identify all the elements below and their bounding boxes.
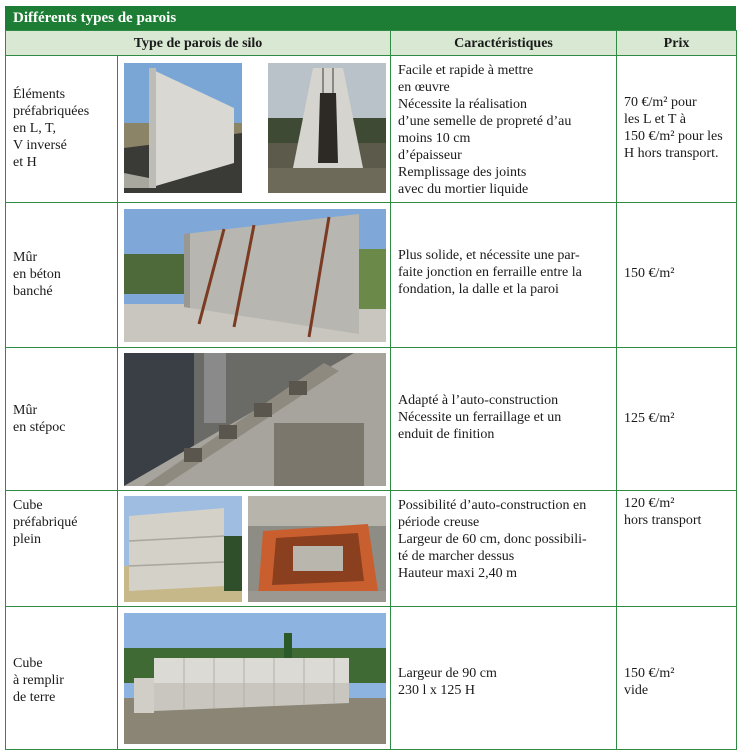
row-label: Éléments préfabriquées en L, T, V inversé et H [6, 56, 118, 203]
row-photos [118, 491, 391, 607]
silo-walls-table [5, 30, 737, 750]
row-price: 120 €/m² hors transport [617, 491, 737, 607]
row-label: Mûr en stépoc [6, 348, 118, 491]
header-type: Type de parois de silo [6, 31, 391, 56]
table-row [6, 56, 737, 203]
row-price: 150 €/m² [617, 203, 737, 348]
header-price: Prix [617, 31, 737, 56]
table-row [6, 607, 737, 750]
photo-concrete-wall [124, 209, 386, 342]
photo-stepoc-wall [124, 353, 386, 486]
photo-prefab-L-walls [124, 63, 242, 193]
row-characteristics: Plus solide, et nécessite une par- faite jonction en ferraille entre la fondation, la dalle et la paroi [391, 203, 617, 348]
row-label: Cube à remplir de terre [6, 607, 118, 750]
table-row [6, 348, 737, 491]
row-label: Mûr en béton banché [6, 203, 118, 348]
photo-cube-formwork [248, 496, 386, 602]
row-characteristics: Facile et rapide à mettre en œuvre Nécessite la réalisation d’une semelle de propreté d’au moins 10 cm d’épaisseur Remplissage des joints avec du mortier liquide [391, 56, 617, 203]
row-photos [118, 607, 391, 750]
table-title: Différents types de parois [5, 6, 736, 30]
row-characteristics: Largeur de 90 cm 230 l x 125 H [391, 607, 617, 750]
photo-cube-blocks [124, 496, 242, 602]
row-photos [118, 56, 391, 203]
row-characteristics: Adapté à l’auto-construction Nécessite un ferraillage et un enduit de finition [391, 348, 617, 491]
row-label: Cube préfabriqué plein [6, 491, 118, 607]
row-characteristics: Possibilité d’auto-construction en période creuse Largeur de 60 cm, donc possibili- té de marcher dessus Hauteur maxi 2,40 m [391, 491, 617, 607]
photo-earth-fill-cubes [124, 613, 386, 744]
header-characteristics: Caractéristiques [391, 31, 617, 56]
row-photos [118, 203, 391, 348]
row-price: 150 €/m² vide [617, 607, 737, 750]
header-row [6, 31, 737, 56]
table-row [6, 203, 737, 348]
row-price: 70 €/m² pour les L et T à 150 €/m² pour les H hors transport. [617, 56, 737, 203]
table-row [6, 491, 737, 607]
row-price: 125 €/m² [617, 348, 737, 491]
row-photos [118, 348, 391, 491]
photo-prefab-H-wall [268, 63, 386, 193]
